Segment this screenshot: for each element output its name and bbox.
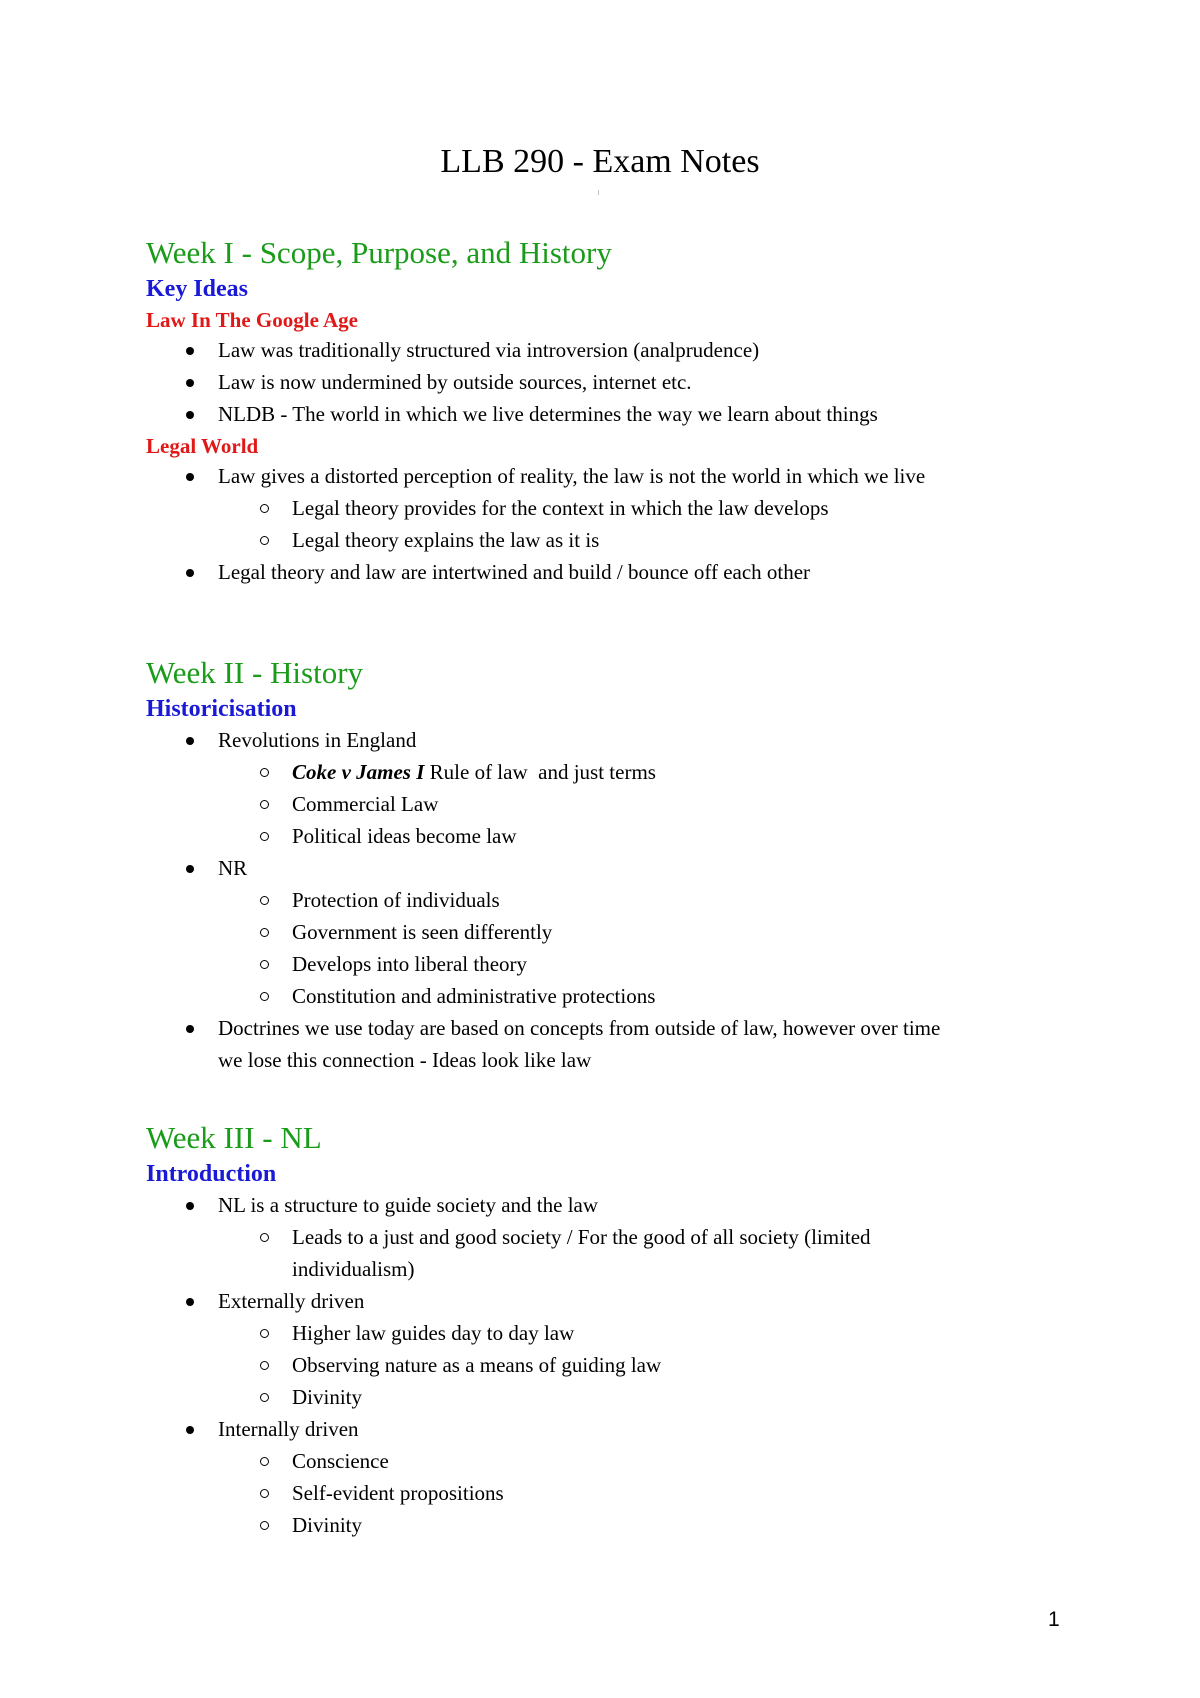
list-item: Political ideas become law	[146, 820, 1086, 852]
hollow-bullet-icon	[260, 832, 269, 841]
list-item: Legal theory provides for the context in which the law develops	[146, 492, 1086, 524]
section-week-2	[146, 654, 1086, 1076]
section-heading: Week III - NL	[146, 1120, 322, 1155]
bullet-icon	[186, 411, 194, 419]
bullet-list	[146, 724, 1086, 1076]
list-item: Legal theory explains the law as it is	[146, 524, 1086, 556]
group-label: Law In The Google Age	[146, 308, 358, 332]
list-item: Leads to a just and good society / For the good of all society (limited	[146, 1221, 1086, 1253]
list-item: Legal theory and law are intertwined and build / bounce off each other	[146, 556, 1086, 588]
hollow-bullet-icon	[260, 1361, 269, 1370]
section-subheading: Key Ideas	[146, 276, 248, 302]
list-item: Law gives a distorted perception of reality, the law is not the world in which we live	[146, 460, 1086, 492]
hollow-bullet-icon	[260, 1489, 269, 1498]
list-item-continuation: we lose this connection - Ideas look like law	[218, 1048, 592, 1072]
list-item: Law was traditionally structured via introversion (analprudence)	[146, 334, 1086, 366]
section-heading: Week I - Scope, Purpose, and History	[146, 235, 612, 270]
section-heading: Week II - History	[146, 655, 364, 690]
bullet-icon	[186, 569, 194, 577]
list-item: Divinity	[146, 1381, 1086, 1413]
bullet-list	[146, 334, 1086, 430]
list-item: NLDB - The world in which we live determines the way we learn about things	[146, 398, 1086, 430]
document-title: LLB 290 - Exam Notes	[440, 143, 760, 180]
list-item: Observing nature as a means of guiding law	[146, 1349, 1086, 1381]
hollow-bullet-icon	[260, 928, 269, 937]
list-item-continuation: individualism)	[292, 1257, 415, 1281]
section-week-3	[146, 1119, 1086, 1541]
list-item: Internally driven	[146, 1413, 1086, 1445]
hollow-bullet-icon	[260, 1329, 269, 1338]
list-item: Constitution and administrative protections	[146, 980, 1086, 1012]
bullet-icon	[186, 1025, 194, 1033]
bullet-list	[146, 460, 1086, 588]
list-item: Protection of individuals	[146, 884, 1086, 916]
list-item: Develops into liberal theory	[146, 948, 1086, 980]
list-item: Self-evident propositions	[146, 1477, 1086, 1509]
group-label: Legal World	[146, 434, 259, 458]
bullet-icon	[186, 1202, 194, 1210]
section-subheading: Historicisation	[146, 696, 297, 722]
list-item: Divinity	[146, 1509, 1086, 1541]
bullet-icon	[186, 473, 194, 481]
hollow-bullet-icon	[260, 1393, 269, 1402]
list-item: Law is now undermined by outside sources, internet etc.	[146, 366, 1086, 398]
list-item: NL is a structure to guide society and the law	[146, 1189, 1086, 1221]
bullet-icon	[186, 1426, 194, 1434]
page-number: 1	[1048, 1608, 1060, 1631]
hollow-bullet-icon	[260, 800, 269, 809]
hollow-bullet-icon	[260, 1233, 269, 1242]
bullet-icon	[186, 737, 194, 745]
hollow-bullet-icon	[260, 536, 269, 545]
list-item: Externally driven	[146, 1285, 1086, 1317]
hollow-bullet-icon	[260, 768, 269, 777]
list-item: Conscience	[146, 1445, 1086, 1477]
list-item: Coke v James I Rule of law and just terms	[146, 756, 1086, 788]
list-item: Revolutions in England	[146, 724, 1086, 756]
hollow-bullet-icon	[260, 1457, 269, 1466]
bullet-icon	[186, 379, 194, 387]
hollow-bullet-icon	[260, 992, 269, 1001]
list-item: Commercial Law	[146, 788, 1086, 820]
hollow-bullet-icon	[260, 504, 269, 513]
list-item: Higher law guides day to day law	[146, 1317, 1086, 1349]
list-item: NR	[146, 852, 1086, 884]
list-item: Doctrines we use today are based on concepts from outside of law, however over time	[146, 1012, 1086, 1044]
hollow-bullet-icon	[260, 1521, 269, 1530]
hollow-bullet-icon	[260, 960, 269, 969]
section-week-1	[146, 234, 1086, 588]
case-citation: Coke v James I	[292, 760, 425, 784]
section-subheading: Introduction	[146, 1161, 277, 1187]
bullet-icon	[186, 1298, 194, 1306]
bullet-icon	[186, 347, 194, 355]
list-item: Government is seen differently	[146, 916, 1086, 948]
hollow-bullet-icon	[260, 896, 269, 905]
title-marker	[598, 190, 599, 195]
bullet-list	[146, 1189, 1086, 1541]
bullet-icon	[186, 865, 194, 873]
